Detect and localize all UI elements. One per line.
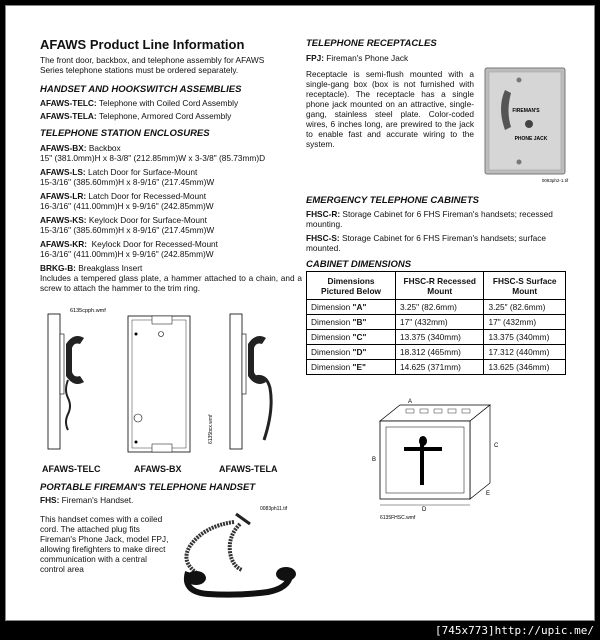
- table-row: Dimension "E" 14.625 (371mm) 13.625 (346mm): [307, 360, 566, 375]
- table-header: FHSC-R Recessed Mount: [396, 272, 484, 300]
- dims-heading: CABINET DIMENSIONS: [306, 259, 412, 270]
- dim-letter: B: [372, 457, 377, 463]
- table-header: Dimensions Pictured Below: [307, 272, 396, 300]
- portable-body: This handset comes with a coiled cord. The attached plug fits Fireman's Phone Jack, model FPJ, allowing firefighters to make direct communication with a central control area: [40, 514, 169, 574]
- page-title: AFAWS Product Line Information: [40, 37, 245, 52]
- footer-watermark: [745x773]http://upic.me/: [435, 624, 594, 637]
- telc-figure: [48, 308, 106, 449]
- table-row: Dimension "A" 3.25" (82.6mm) 3.25" (82.6mm): [307, 300, 566, 315]
- plate-text-1: FIREMAN'S: [512, 108, 540, 114]
- table-row: Dimension "B" 17" (432mm) 17" (432mm): [307, 315, 566, 330]
- enclosure-item: AFAWS-LS: Latch Door for Surface-Mount 15-3/16" (385.60mm)H x 8-9/16" (217.45mm)W: [40, 167, 215, 187]
- cabinets-heading: EMERGENCY TELEPHONE CABINETS: [306, 195, 479, 206]
- document-page: [5, 5, 595, 621]
- figure-label-tela: AFAWS-TELA: [219, 464, 278, 474]
- receptacle-item: FPJ: Fireman's Phone Jack: [306, 53, 409, 63]
- enclosure-item: AFAWS-LR: Latch Door for Recessed-Mount 16-3/16" (411.00mm)H x 9-9/16" (242.85mm)W: [40, 191, 214, 211]
- handset-item: AFAWS-TELC: Telephone with Coiled Cord Assembly: [40, 98, 239, 108]
- enclosure-figures: [40, 304, 290, 462]
- receptacle-body: Receptacle is semi-flush mounted with a single-gang box (box is not furnished with receptacle). The receptacle has a single phone jack mounted on an attractive, single-gang, stainless steel plate. Color-coded wires, 6 inches long, are prewired to the jack to enable fast and accurate wiring to the system.: [306, 69, 474, 149]
- telc-file-label: 6135cpph.wmf: [70, 308, 106, 314]
- enclosures-heading: TELEPHONE STATION ENCLOSURES: [40, 128, 210, 139]
- portable-item: FHS: Fireman's Handset.: [40, 495, 134, 505]
- cabinet-item: FHSC-S: Storage Cabinet for 6 FHS Fireman's handsets; surface mounted.: [306, 233, 547, 253]
- dim-letter: D: [422, 507, 427, 513]
- dim-letter: A: [408, 399, 413, 405]
- phone-jack-figure: [479, 64, 583, 186]
- enclosure-item: AFAWS-KS: Keylock Door for Surface-Mount 15-3/16" (385.60mm)H x 8-9/16" (217.45mm)W: [40, 215, 215, 235]
- cabinet-figure: [366, 391, 516, 521]
- breakglass-item: BRKG-B: Breakglass Insert Includes a tempered glass plate, a hammer attached to a chain, and a screw to attach the hammer to the trim ring.: [40, 263, 302, 293]
- dimensions-table: [306, 271, 566, 375]
- figure-label-bx: AFAWS-BX: [134, 464, 182, 474]
- table-row: Dimension "C" 13.375 (340mm) 13.375 (340mm): [307, 330, 566, 345]
- dim-letter: E: [486, 491, 491, 497]
- backbox-figure: [128, 316, 214, 452]
- bx-file-label: 6135bcx.wmf: [208, 414, 214, 444]
- tela-figure: [230, 314, 271, 449]
- table-header: FHSC-S Surface Mount: [484, 272, 566, 300]
- table-row: Dimension "D" 18.312 (465mm) 17.312 (440mm): [307, 345, 566, 360]
- figure-label-telc: AFAWS-TELC: [42, 464, 101, 474]
- enclosure-item: AFAWS-BX: Backbox 15" (381.0mm)H x 8-3/8" (212.85mm)W x 3-3/8" (85.73mm)D: [40, 143, 266, 163]
- portable-file-label: 0083ph11.tif: [260, 506, 288, 512]
- dim-letter: C: [494, 443, 499, 449]
- cabinet-item: FHSC-R: Storage Cabinet for 6 FHS Fireman's handsets; recessed mounting.: [306, 209, 553, 229]
- portable-handset-figure: [174, 502, 306, 606]
- handset-heading: HANDSET AND HOOKSWITCH ASSEMBLIES: [40, 84, 242, 95]
- plate-text-2: PHONE JACK: [514, 136, 548, 142]
- handset-item: AFAWS-TELA: Telephone, Armored Cord Assembly: [40, 111, 232, 121]
- cabinet-file-label: 6135FHSC.wmf: [380, 515, 416, 521]
- portable-heading: PORTABLE FIREMAN'S TELEPHONE HANDSET: [40, 482, 256, 493]
- intro-text: The front door, backbox, and telephone assembly for AFAWS Series telephone stations must be ordered separately.: [40, 55, 265, 75]
- receptacles-heading: TELEPHONE RECEPTACLES: [306, 38, 437, 49]
- jack-file-label: 0083ph2-1.tif: [541, 178, 569, 183]
- enclosure-item: AFAWS-KR: Keylock Door for Recessed-Mount 16-3/16" (411.00mm)H x 9-9/16" (242.85mm)W: [40, 239, 218, 259]
